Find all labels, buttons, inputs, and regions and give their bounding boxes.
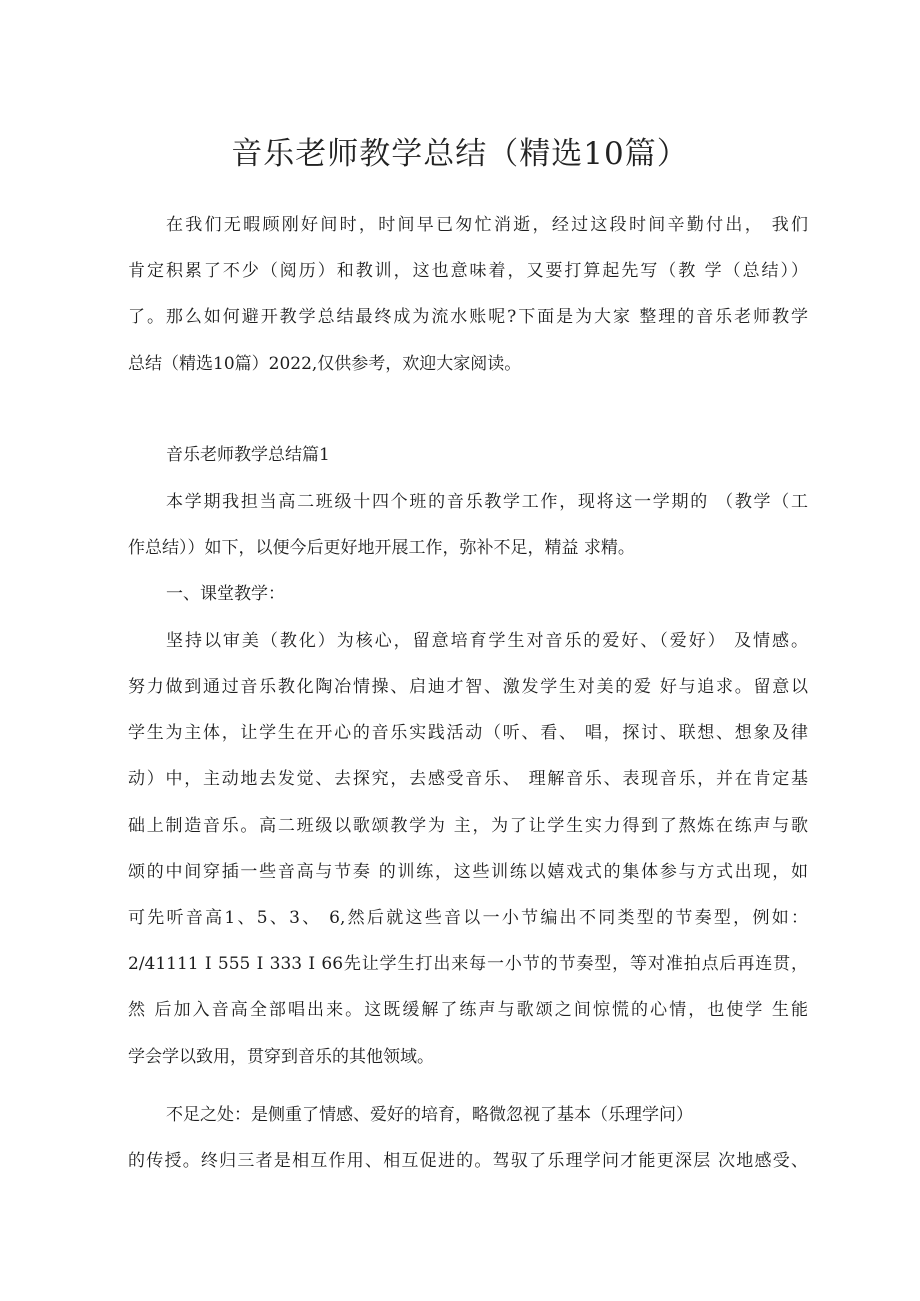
para1-line-2: 作总结））如下，以便今后更好地开展工作，弥补不足，精益 求精。 xyxy=(128,538,635,558)
intro-line-4: 总结（精选10篇）2022,仅供参考，欢迎大家阅读。 xyxy=(128,354,522,374)
para3-line-2: 的传授。终归三者是相互作用、相互促进的。驾驭了乐理学问才能更深层 次地感受、 xyxy=(128,1151,808,1171)
intro-line-3: 了。那么如何避开教学总结最终成为流水账呢?下面是为大家 整理的音乐老师教学 xyxy=(128,307,808,327)
para2-line-5: 础上制造音乐。高二班级以歌颂教学为 主，为了让学生实力得到了熬炼在练声与歌 xyxy=(128,816,808,836)
section-heading: 音乐老师教学总结篇1 xyxy=(166,445,330,465)
para1-line-1: 本学期我担当高二班级十四个班的音乐教学工作，现将这一学期的 （教学（工 xyxy=(166,492,808,512)
para2-line-2: 努力做到通过音乐教化陶冶情操、启迪才智、激发学生对美的爱 好与追求。留意以 xyxy=(128,677,808,697)
para2-line-1: 坚持以审美（教化）为核心，留意培育学生对音乐的爱好、（爱好） 及情感。 xyxy=(166,631,808,651)
document-title: 音乐老师教学总结（精选10篇） xyxy=(231,136,689,172)
intro-line-2: 肯定积累了不少（阅历）和教训，这也意味着，又要打算起先写（教 学（总结）） xyxy=(128,261,808,281)
para3-line-1: 不足之处：是侧重了情感、爱好的培育，略微忽视了基本（乐理学问） xyxy=(166,1105,693,1125)
intro-line-1: 在我们无暇顾刚好间时，时间早已匆忙消逝，经过这段时间辛勤付出， 我们 xyxy=(166,215,808,235)
para2-line-9: 然 后加入音高全部唱出来。这既缓解了练声与歌颂之间惊慌的心情，也使学 生能 xyxy=(128,1000,808,1020)
para2-line-7: 可先听音高1、5、3、 6,然后就这些音以一小节编出不同类型的节奏型，例如： xyxy=(128,908,808,928)
para2-line-10: 学会学以致用，贯穿到音乐的其他领域。 xyxy=(128,1047,434,1067)
para2-line-3: 学生为主体，让学生在开心的音乐实践活动（听、看、 唱，探讨、联想、想象及律 xyxy=(128,723,808,743)
para2-line-6: 颂的中间穿插一些音高与节奏 的训练，这些训练以嬉戏式的集体参与方式出现，如 xyxy=(128,862,808,882)
para2-line-4: 动）中，主动地去发觉、去探究，去感受音乐、 理解音乐、表现音乐，并在肯定基 xyxy=(128,769,808,789)
subheading: 一、课堂教学： xyxy=(166,584,285,604)
para2-line-8: 2/41111 I 555 I 333 I 66先让学生打出来每一小节的节奏型，等对准拍点后再连贯， xyxy=(128,954,808,974)
